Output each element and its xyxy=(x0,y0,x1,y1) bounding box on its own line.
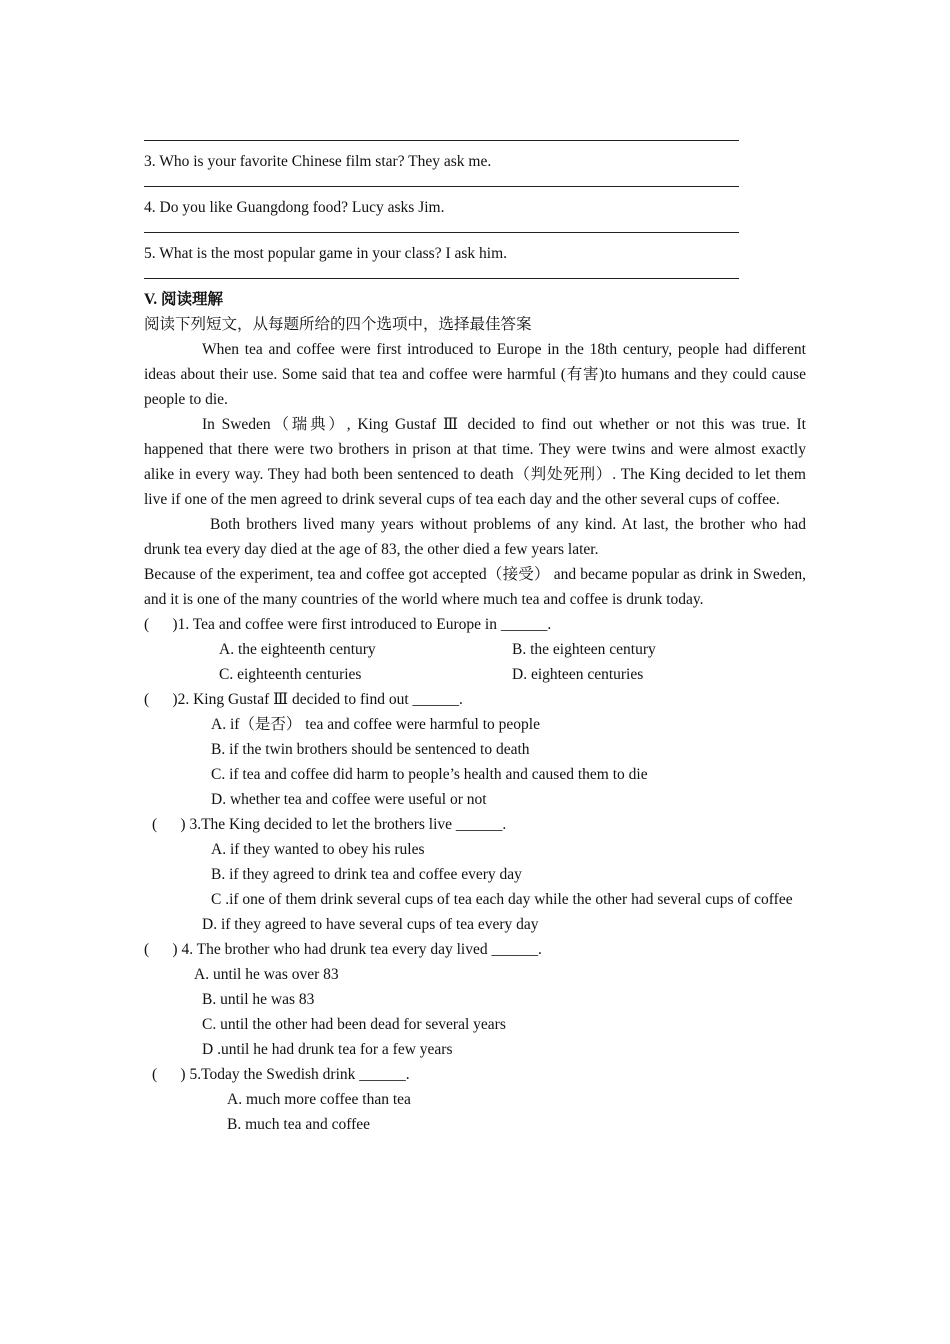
question-3-option-b[interactable]: B. if they agreed to drink tea and coffee every day xyxy=(211,866,522,883)
question-1-option-c[interactable]: C. eighteenth centuries xyxy=(219,666,362,683)
passage-paragraph-2: In Sweden（瑞典）, King Gustaf Ⅲ decided to find out whether or not this was true. It happened that there were two brothers in prison at that time. They were twins and were almost exactly alike in every way. They had both been sentenced to death（判处死刑）. The King decided to let them live if one of the men agreed to drink several cups of tea each day and the other several cups of coffee. xyxy=(144,416,806,508)
question-5-stem: ( ) 5.Today the Swedish drink ______. xyxy=(152,1066,410,1083)
question-2-option-a[interactable]: A. if（是否） tea and coffee were harmful to people xyxy=(211,716,540,733)
answer-line[interactable] xyxy=(144,174,739,187)
question-2-stem: ( )2. King Gustaf Ⅲ decided to find out ______. xyxy=(144,691,463,708)
question-4-option-c[interactable]: C. until the other had been dead for several years xyxy=(202,1016,506,1033)
question-2-option-c[interactable]: C. if tea and coffee did harm to people’s health and caused them to die xyxy=(211,766,648,783)
question-1-option-b[interactable]: B. the eighteen century xyxy=(512,641,656,658)
question-4-option-a[interactable]: A. until he was over 83 xyxy=(194,966,339,983)
worksheet-page xyxy=(144,128,806,1137)
rewrite-item-5: 5. What is the most popular game in your class? I ask him. xyxy=(144,245,508,262)
question-5-option-b[interactable]: B. much tea and coffee xyxy=(227,1116,371,1133)
section-instruction: 阅读下列短文，从每题所给的四个选项中，选择最佳答案 xyxy=(144,316,532,333)
question-3-option-a[interactable]: A. if they wanted to obey his rules xyxy=(211,841,425,858)
passage-paragraph-3: Both brothers lived many years without problems of any kind. At last, the brother who had drunk tea every day died at the age of 83, the other died a few years later. xyxy=(144,516,806,558)
passage-paragraph-4: Because of the experiment, tea and coffee got accepted（接受） and became popular as drink in Sweden, and it is one of the many countries of the world where much tea and coffee is drunk today. xyxy=(144,566,806,608)
rewrite-item-3: 3. Who is your favorite Chinese film star? They ask me. xyxy=(144,153,492,170)
question-4-option-d[interactable]: D .until he had drunk tea for a few years xyxy=(202,1041,453,1058)
question-1-option-a[interactable]: A. the eighteenth century xyxy=(219,641,376,658)
question-5-option-a[interactable]: A. much more coffee than tea xyxy=(227,1091,411,1108)
answer-line[interactable] xyxy=(144,266,739,279)
question-1-option-d[interactable]: D. eighteen centuries xyxy=(512,666,644,683)
question-4-stem: ( ) 4. The brother who had drunk tea every day lived ______. xyxy=(144,941,542,958)
answer-line[interactable] xyxy=(144,220,739,233)
question-1-options-row-1 xyxy=(144,637,806,662)
question-1-stem: ( )1. Tea and coffee were first introduced to Europe in ______. xyxy=(144,616,552,633)
question-3-option-c[interactable]: C .if one of them drink several cups of tea each day while the other had several cups of coffee xyxy=(211,891,793,908)
question-4-option-b[interactable]: B. until he was 83 xyxy=(202,991,315,1008)
question-3-option-d[interactable]: D. if they agreed to have several cups of tea every day xyxy=(202,916,539,933)
question-1-options-row-2 xyxy=(144,662,806,687)
question-3-stem: ( ) 3.The King decided to let the brothers live ______. xyxy=(152,816,507,833)
question-2-option-d[interactable]: D. whether tea and coffee were useful or not xyxy=(211,791,487,808)
rewrite-item-4: 4. Do you like Guangdong food? Lucy asks Jim. xyxy=(144,199,445,216)
answer-line[interactable] xyxy=(144,128,739,141)
passage-paragraph-1: When tea and coffee were first introduced to Europe in the 18th century, people had different ideas about their use. Some said that tea and coffee were harmful (有害)to humans and they could cause people to die. xyxy=(144,341,806,408)
section-title: V. 阅读理解 xyxy=(144,291,223,308)
question-2-option-b[interactable]: B. if the twin brothers should be sentenced to death xyxy=(211,741,530,758)
